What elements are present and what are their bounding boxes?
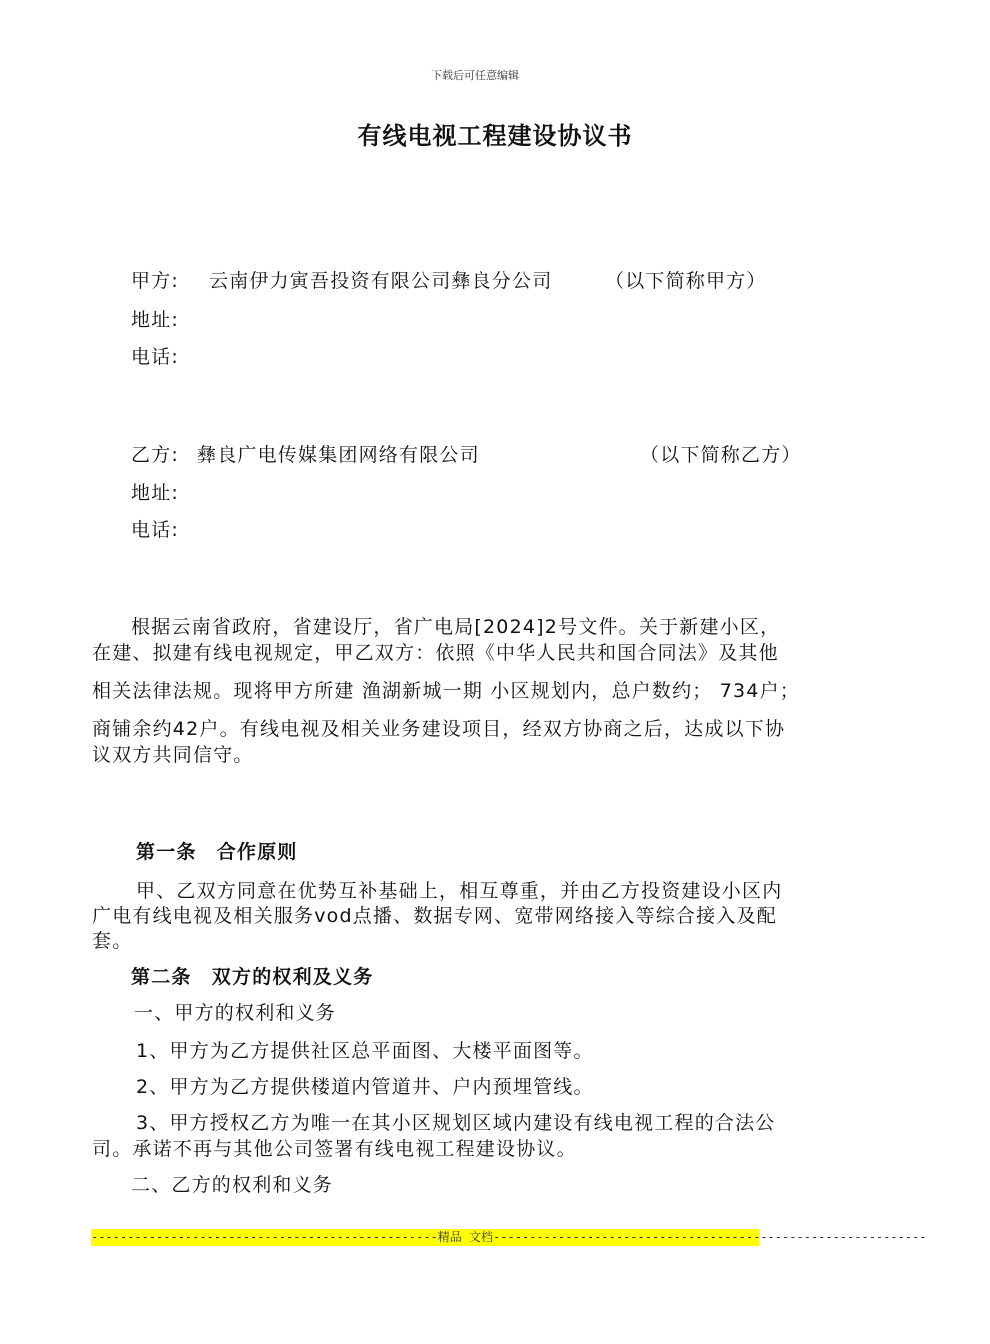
article-1-line-1: 甲、乙双方同意在优势互补基础上，相互尊重，并由乙方投资建设小区内	[136, 880, 783, 902]
party-b-duties-heading: 二、乙方的权利和义务	[131, 1174, 334, 1196]
intro-line-4: 商铺余约42户。有线电视及相关业务建设项目，经双方协商之后，达成以下协	[92, 718, 786, 740]
party-a-duty-3-line-1: 3、甲方授权乙方为唯一在其小区规划区域内建设有线电视工程的合法公	[136, 1112, 776, 1134]
party-b-alias: （以下简称乙方）	[640, 444, 802, 466]
article-1-line-2: 广电有线电视及相关服务vod点播、数据专网、宽带网络接入等综合接入及配	[92, 905, 777, 927]
party-a-duty-3-line-2: 司。承诺不再与其他公司签署有线电视工程建设协议。	[92, 1138, 577, 1160]
footer-text: 精品 文档	[437, 1230, 494, 1244]
party-b-address-label: 地址:	[131, 482, 180, 504]
party-a-address-label: 地址:	[131, 309, 180, 331]
intro-line-5: 议双方共同信守。	[92, 744, 254, 766]
party-a-label: 甲方:	[131, 270, 180, 292]
party-a-alias: （以下简称甲方）	[605, 270, 767, 292]
party-b-name: 彝良广电传媒集团网络有限公司	[197, 444, 480, 466]
header-note: 下载后可任意编辑	[431, 69, 519, 82]
article-1-heading: 第一条 合作原则	[136, 841, 298, 863]
footer-banner	[91, 1229, 927, 1246]
footer-dashes-right: ------------------------------------------------------------	[493, 1230, 927, 1244]
party-b-label: 乙方:	[131, 444, 180, 466]
footer-dashes-left: ------------------------------------------------	[91, 1230, 438, 1244]
party-a-name: 云南伊力寅吾投资有限公司彝良分公司	[209, 270, 553, 292]
intro-line-2: 在建、拟建有线电视规定，甲乙双方：依照《中华人民共和国合同法》及其他	[92, 642, 779, 664]
intro-line-1: 根据云南省政府，省建设厅，省广电局[2024]2号文件。关于新建小区，	[131, 616, 781, 638]
intro-line-3: 相关法律法规。现将甲方所建 渔湖新城一期 小区规划内，总户数约； 734户；	[92, 680, 800, 702]
party-a-phone-label: 电话:	[131, 346, 180, 368]
article-1-line-3: 套。	[92, 930, 133, 952]
party-b-phone-label: 电话:	[131, 519, 180, 541]
party-a-duty-2: 2、甲方为乙方提供楼道内管道井、户内预埋管线。	[136, 1076, 594, 1098]
document-title: 有线电视工程建设协议书	[357, 122, 633, 150]
party-a-duty-1: 1、甲方为乙方提供社区总平面图、大楼平面图等。	[136, 1040, 594, 1062]
party-a-duties-heading: 一、甲方的权利和义务	[134, 1002, 337, 1024]
article-2-heading: 第二条 双方的权利及义务	[131, 966, 374, 988]
